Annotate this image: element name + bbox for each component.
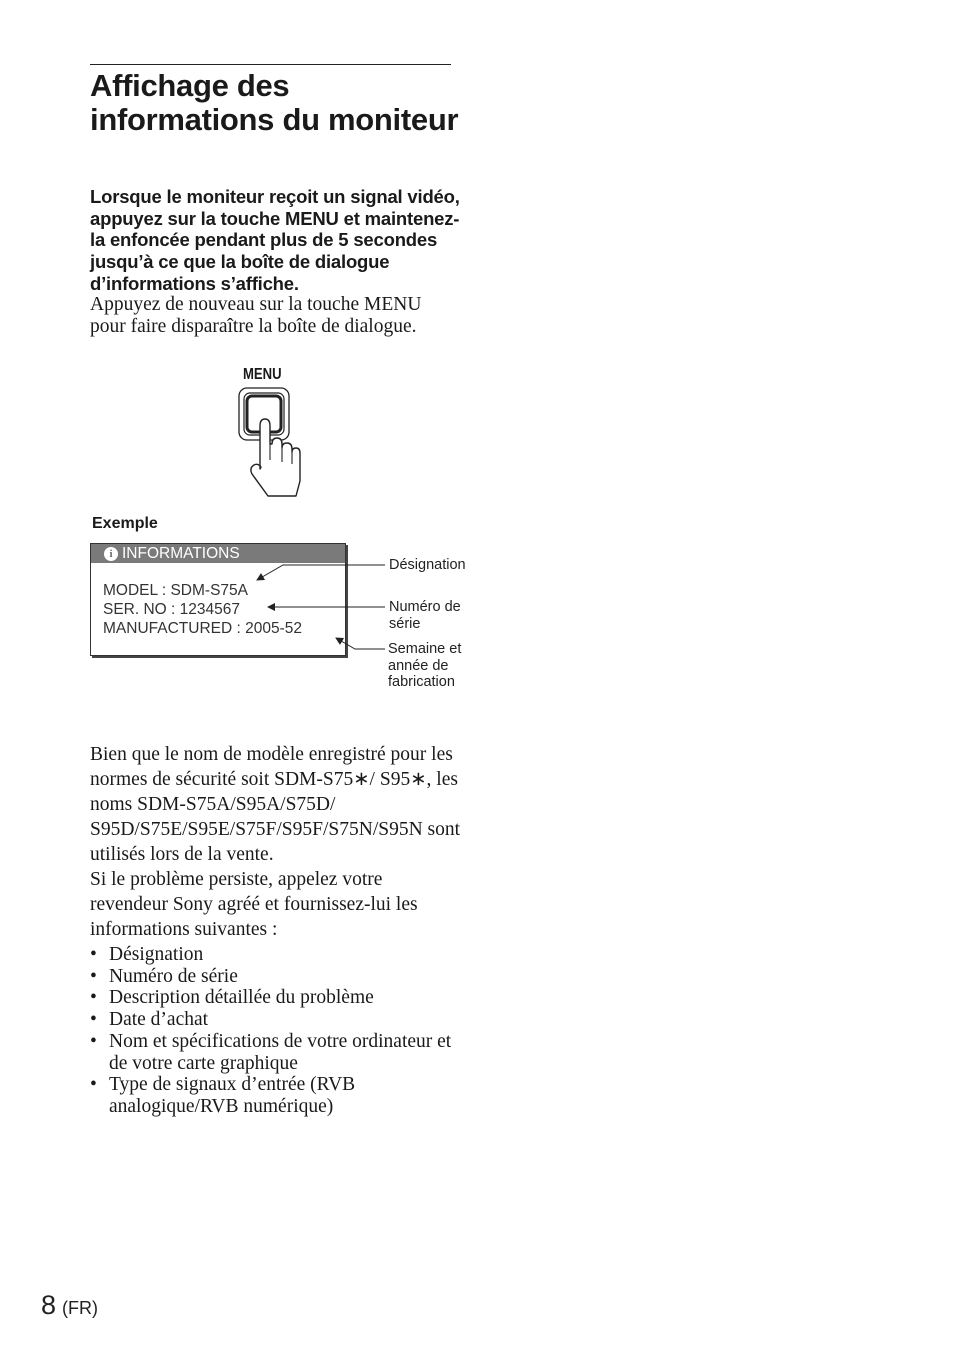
- callout-week-year: Semaine et année de fabrication: [388, 641, 462, 690]
- manufactured-line: MANUFACTURED : 2005-52: [103, 620, 302, 637]
- model-name-paragraph: Bien que le nom de modèle enregistré pour les normes de sécurité soit SDM-S75∗/ S95∗, les noms SDM-S75A/S95A/S75D/ S95D/S75E/S95E/S75F/S95F/S75N/S95N sont utilisés lors de la vente.: [90, 744, 461, 865]
- information-dialog: [90, 543, 346, 656]
- page-number-value: 8: [41, 1290, 57, 1320]
- model-line: MODEL : SDM-S75A: [103, 582, 248, 599]
- hand-pressing-button-icon: [230, 386, 310, 506]
- dialog-header: [91, 544, 345, 563]
- serial-line: SER. NO : 1234567: [103, 601, 240, 618]
- list-item: • Type de signaux d’entrée (RVB analogique/RVB numérique): [90, 1074, 462, 1117]
- list-item: • Nom et spécifications de votre ordinateur et de votre carte graphique: [90, 1031, 462, 1074]
- info-list: [90, 944, 462, 1118]
- list-item: • Désignation: [90, 944, 462, 966]
- page-title: Affichage des informations du moniteur: [90, 68, 459, 137]
- dialog-lines: [103, 581, 302, 638]
- list-item: • Numéro de série: [90, 966, 462, 988]
- dialog-title: INFORMATIONS: [122, 545, 240, 562]
- callout-designation: Désignation: [389, 557, 466, 573]
- list-item: • Description détaillée du problème: [90, 987, 462, 1009]
- lead-instruction: Lorsque le moniteur reçoit un signal vidéo, appuyez sur la touche MENU et maintenez-la enfoncée pendant plus de 5 secondes jusqu’à ce que la boîte de dialogue d’informations s’affiche.: [90, 186, 460, 294]
- title-rule: [90, 64, 451, 65]
- lead-note: Appuyez de nouveau sur la touche MENU pour faire disparaître la boîte de dialogue.: [90, 294, 422, 337]
- info-icon: i: [104, 547, 118, 561]
- page-number: [41, 1290, 98, 1321]
- example-label: Exemple: [92, 515, 158, 532]
- page-language: (FR): [62, 1298, 99, 1318]
- menu-button-label: MENU: [243, 366, 282, 383]
- support-paragraph: Si le problème persiste, appelez votre revendeur Sony agréé et fournissez-lui les informations suivantes :: [90, 869, 418, 940]
- callout-serial: Numéro de série: [389, 599, 461, 632]
- list-item: • Date d’achat: [90, 1009, 462, 1031]
